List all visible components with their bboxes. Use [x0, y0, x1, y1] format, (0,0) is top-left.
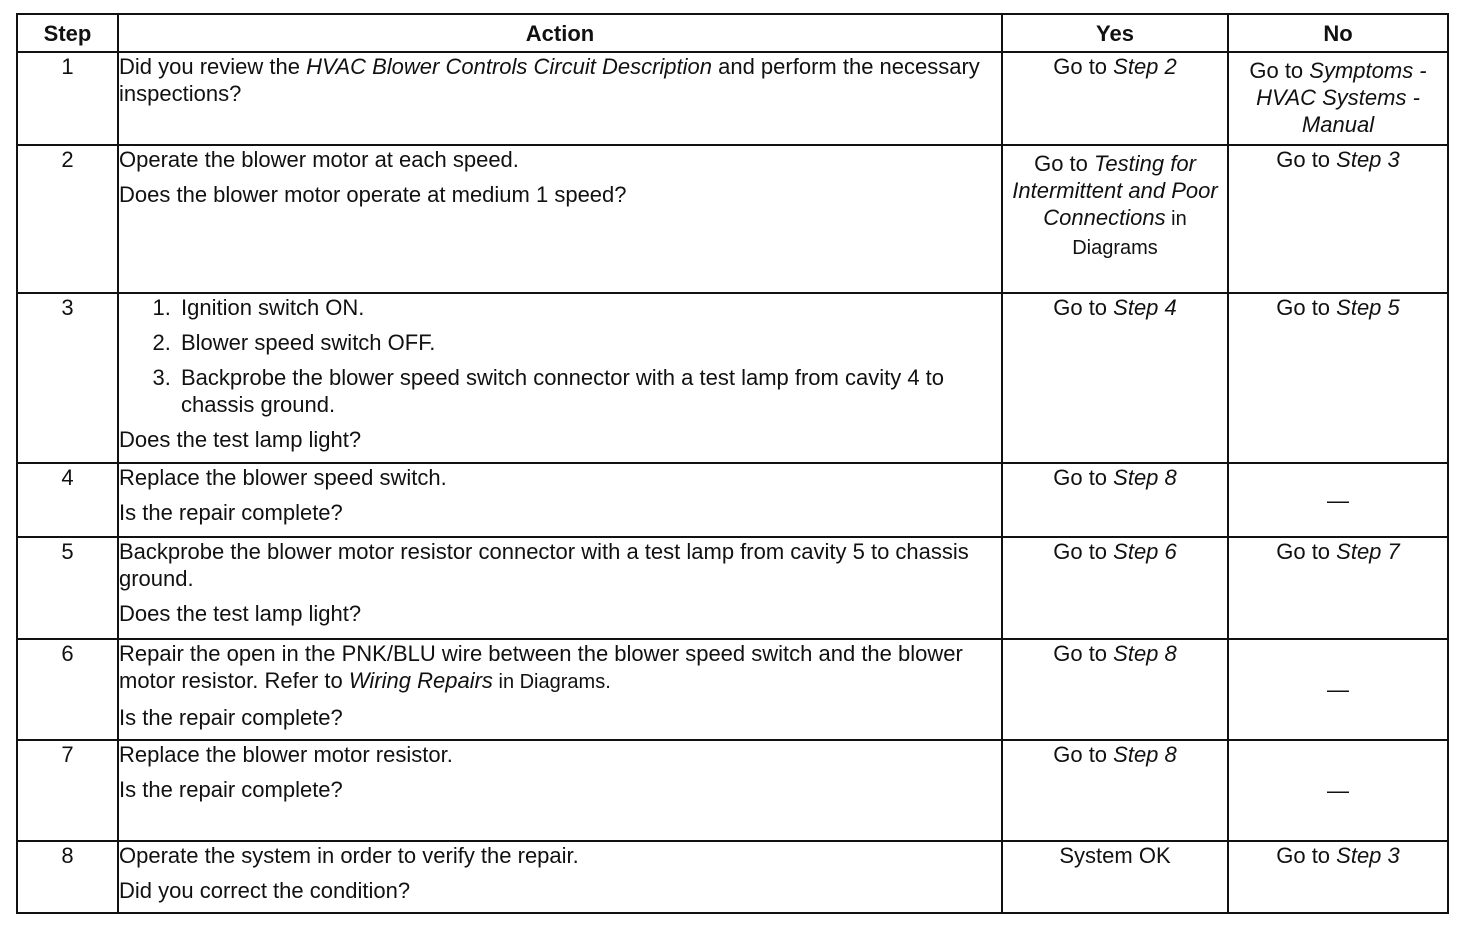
action-cell: [118, 537, 1002, 639]
action-cell: [118, 740, 1002, 841]
action-cell: [118, 463, 1002, 537]
action-text: Backprobe the blower motor resistor connector with a test lamp from cavity 5 to chassis ground.: [119, 539, 969, 591]
yes-cell: Go to Testing for Intermittent and Poor Connections in Diagrams: [1002, 145, 1228, 293]
action-cell: [118, 293, 1002, 463]
action-question: Does the test lamp light?: [119, 601, 362, 626]
goto-link[interactable]: Step 2: [1113, 54, 1177, 79]
step-number: 6: [17, 639, 118, 740]
document-link[interactable]: HVAC Blower Controls Circuit Description: [306, 54, 712, 79]
action-question: Does the blower motor operate at medium 1 speed?: [119, 182, 627, 207]
step-number: 5: [17, 537, 118, 639]
no-cell: Go to Step 7: [1228, 537, 1448, 639]
header-row: [17, 14, 1448, 52]
action-cell: [118, 52, 1002, 145]
no-cell: Go to Step 3: [1228, 841, 1448, 913]
action-cell: [118, 841, 1002, 913]
step-number: 2: [17, 145, 118, 293]
table-row: [17, 639, 1448, 740]
header-yes: Yes: [1002, 14, 1228, 52]
step-number: 8: [17, 841, 118, 913]
table-row: [17, 740, 1448, 841]
table-row: [17, 463, 1448, 537]
no-cell: Go to Step 3: [1228, 145, 1448, 293]
procedure-list: [119, 294, 1001, 418]
action-cell: [118, 639, 1002, 740]
step-number: 4: [17, 463, 118, 537]
no-cell: —: [1228, 639, 1448, 740]
no-cell: —: [1228, 463, 1448, 537]
step-number: 1: [17, 52, 118, 145]
yes-cell: Go to Step 8: [1002, 639, 1228, 740]
yes-cell: Go to Step 4: [1002, 293, 1228, 463]
action-text: Operate the blower motor at each speed.: [119, 147, 519, 172]
no-cell: Go to Symptoms - HVAC Systems - Manual: [1228, 52, 1448, 145]
action-question: Is the repair complete?: [119, 777, 343, 802]
diagnostic-table: [16, 13, 1449, 914]
goto-link[interactable]: Step 8: [1113, 641, 1177, 666]
action-question: Did you correct the condition?: [119, 878, 411, 903]
step-number: 3: [17, 293, 118, 463]
action-text: Operate the system in order to verify the repair.: [119, 843, 579, 868]
table-row: [17, 293, 1448, 463]
goto-link[interactable]: Step 5: [1336, 295, 1400, 320]
yes-cell: Go to Step 2: [1002, 52, 1228, 145]
goto-link[interactable]: Step 7: [1336, 539, 1400, 564]
action-text: Repair the open in the PNK/BLU wire between the blower speed switch and the blower motor resistor. Refer to Wiring Repairs in Diagrams.: [119, 641, 963, 693]
action-question: Is the repair complete?: [119, 705, 343, 730]
goto-link[interactable]: Step 3: [1336, 147, 1400, 172]
goto-link[interactable]: Step 8: [1113, 465, 1177, 490]
header-step: Step: [17, 14, 118, 52]
table-row: [17, 145, 1448, 293]
document-link[interactable]: Wiring Repairs: [348, 668, 493, 693]
goto-link[interactable]: Step 4: [1113, 295, 1177, 320]
action-text: Replace the blower speed switch.: [119, 465, 447, 490]
goto-link[interactable]: Step 8: [1113, 742, 1177, 767]
yes-cell: System OK: [1002, 841, 1228, 913]
table-row: [17, 52, 1448, 145]
list-item: 1. Ignition switch ON.: [177, 294, 1001, 321]
list-item: 3. Backprobe the blower speed switch connector with a test lamp from cavity 4 to chassis ground.: [177, 364, 1001, 418]
header-action: Action: [118, 14, 1002, 52]
action-text: Replace the blower motor resistor.: [119, 742, 453, 767]
yes-cell: Go to Step 8: [1002, 463, 1228, 537]
action-question: Is the repair complete?: [119, 500, 343, 525]
table-row: [17, 537, 1448, 639]
yes-cell: Go to Step 6: [1002, 537, 1228, 639]
action-text: Did you review the HVAC Blower Controls Circuit Description and perform the necessary inspections?: [119, 54, 980, 106]
goto-link[interactable]: Step 3: [1336, 843, 1400, 868]
no-cell: —: [1228, 740, 1448, 841]
action-question: Does the test lamp light?: [119, 427, 362, 452]
list-item: 2. Blower speed switch OFF.: [177, 329, 1001, 356]
step-number: 7: [17, 740, 118, 841]
table-row: [17, 841, 1448, 913]
goto-link[interactable]: Testing for Intermittent and Poor Connections: [1012, 151, 1218, 230]
header-no: No: [1228, 14, 1448, 52]
yes-cell: Go to Step 8: [1002, 740, 1228, 841]
action-cell: [118, 145, 1002, 293]
goto-link[interactable]: Symptoms - HVAC Systems - Manual: [1256, 58, 1427, 137]
no-cell: Go to Step 5: [1228, 293, 1448, 463]
goto-link[interactable]: Step 6: [1113, 539, 1177, 564]
